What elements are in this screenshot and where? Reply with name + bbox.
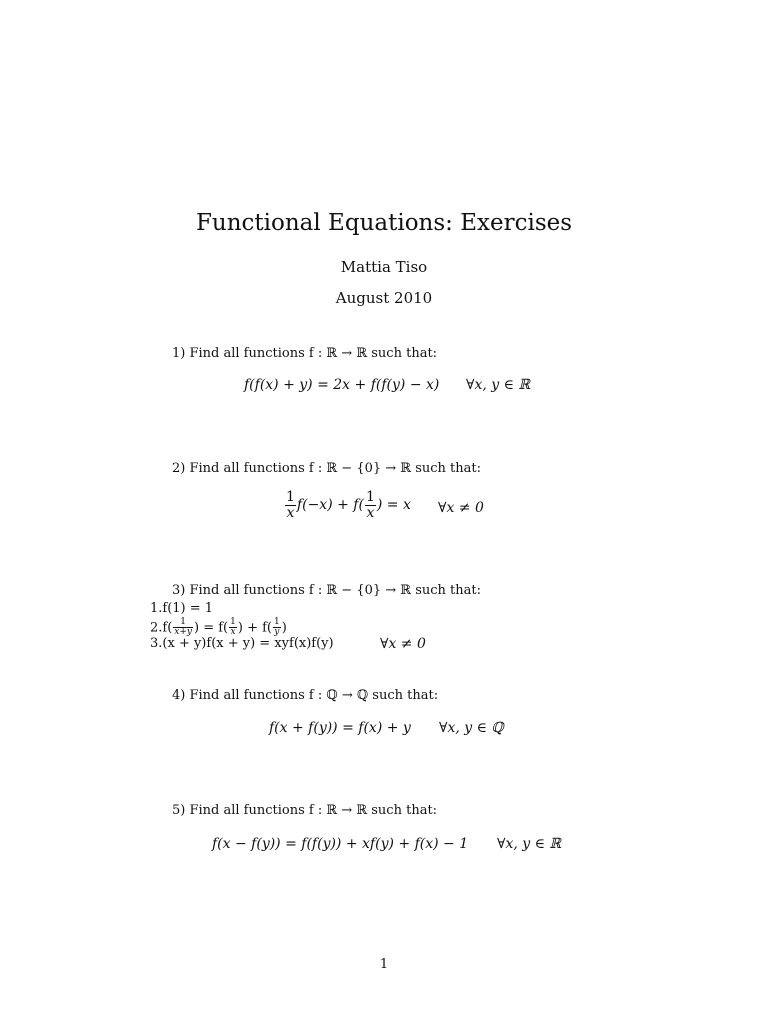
- problem-4-text: Find all functions f : ℚ → ℚ such that:: [189, 688, 439, 703]
- problem-5-equation: f(x − f(y)) = f(f(y)) + xf(y) + f(x) − 1: [212, 836, 469, 852]
- problem-1-text: Find all functions f : ℝ → ℝ such that:: [189, 346, 438, 361]
- problem-5-text: Find all functions f : ℝ → ℝ such that:: [189, 803, 438, 818]
- problem-3-item-2-frac-3: $\frac{1}{y}$: [273, 617, 280, 638]
- problem-1-number: 1): [172, 346, 186, 361]
- problem-3-number: 3): [172, 583, 186, 598]
- problem-1-statement: [172, 346, 437, 361]
- problem-4-statement: [172, 688, 438, 703]
- document-date: August 2010: [335, 289, 433, 307]
- problem-3-condition: ∀x ≠ 0: [380, 636, 426, 652]
- problem-1-equation: f(f(x) + y) = 2x + f(f(y) − x): [244, 377, 440, 393]
- problem-2-inner-fraction: $\frac{1}{x}$: [365, 489, 375, 521]
- problem-4-equation: f(x + f(y)) = f(x) + y: [269, 720, 411, 736]
- problem-3-statement: [172, 583, 481, 598]
- problem-2-lhs-fraction: $\frac{1}{x}$: [286, 489, 295, 521]
- document-title: Functional Equations: Exercises: [195, 210, 573, 236]
- problem-5-statement: [172, 803, 437, 818]
- problem-1-condition: ∀x, y ∈ ℝ: [466, 377, 531, 393]
- problem-3-item-2-frac-1: $\frac{1}{x+y}$: [174, 617, 192, 638]
- problem-3-item-3: 3.(x + y)f(x + y) = xyf(x)f(y): [150, 636, 334, 651]
- problem-2-equation: $\frac{1}{x}$ f(−x) + f( $\frac{1}{x}$ ) = x: [286, 489, 411, 521]
- problem-2-statement: [172, 461, 481, 476]
- problem-5-number: 5): [172, 803, 186, 818]
- problem-3-item-2: 2.f( $\frac{1}{x+y}$ ) = f( $\frac{1}{x}$ ) + f( $\frac{1}{y}$ ): [150, 617, 287, 638]
- problem-4-condition: ∀x, y ∈ ℚ: [439, 720, 504, 736]
- problem-3-item-2-frac-2: $\frac{1}{x}$: [230, 617, 236, 638]
- problem-2-condition: ∀x ≠ 0: [438, 500, 484, 516]
- problem-2-number: 2): [172, 461, 186, 476]
- problem-2-text: Find all functions f : ℝ − {0} → ℝ such that:: [189, 461, 482, 476]
- problem-3-item-1: 1.f(1) = 1: [150, 601, 214, 616]
- page-number: 1: [379, 957, 389, 972]
- problem-4-number: 4): [172, 688, 186, 703]
- problem-3-text: Find all functions f : ℝ − {0} → ℝ such that:: [189, 583, 482, 598]
- document-author: Mattia Tiso: [340, 258, 428, 276]
- problem-5-condition: ∀x, y ∈ ℝ: [497, 836, 562, 852]
